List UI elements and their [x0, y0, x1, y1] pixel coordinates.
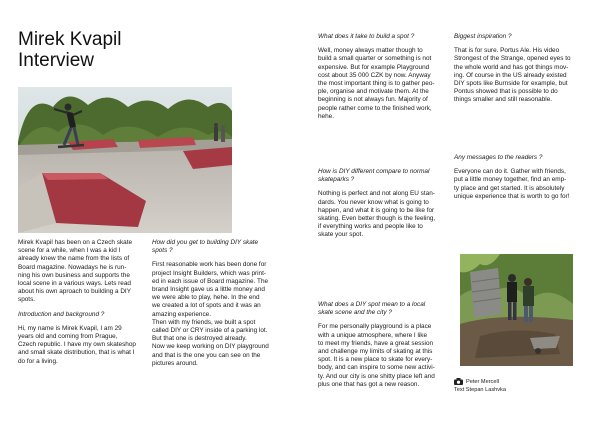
intro-text: Mirek Kvapil has been on a Czech skate scene for a while, when I was a kid I already knew the name from the lists of Board magazine. Nowadays he is run- ning his own business and supports the local scene in a various ways. Lets read about his own aproach to building a DIY spots.: [18, 239, 133, 304]
text-credit: Text Stepan Lashvka: [454, 387, 506, 393]
answer-messages: Everyone can do it. Gather with friends, put a little money together, find an emp- ty place and get started. It is absolutely unique experience that is worth to go for!: [454, 168, 570, 200]
answer-diy-meaning: For me personally playground is a place with a unique atmosphere, where I like to meet my friends, have a great session and challenge my limits of skating at this spot. It is a new place to skate for every- body, and can inspire to some new activi- ty. And our city is one shitty place left and plus one that has got a new reason.: [318, 323, 435, 388]
question-diy-difference: How is DIY different compare to normal skateparks ?: [318, 168, 430, 184]
page-title: Mirek Kvapil Interview: [18, 29, 122, 71]
answer-background: Hi, my name is Mirek Kvapil, I am 29 years old and coming from Prague, Czech republic. I have my own skateshop and small skate distribution, that is what I do for a living.: [18, 324, 136, 365]
answer-inspiration: That is for sure. Portus Ale. His video Strongest of the Strange, opened eyes to the whole world and has got things mov- ing. Of course in the US already existed DIY spots like Burnside for example, but Pontus showed that is possible to do things smaller and still reasonable.: [454, 47, 571, 104]
answer-diy-difference: Nothing is perfect and not along EU stan- dards. You never know what is going to happen, and what it is going to be like for skating. Even better though is the feeling, if everything works and people like to skate your spot.: [318, 190, 436, 239]
question-inspiration: Biggest inspiration ?: [454, 33, 512, 40]
question-building: How did you get to building DIY skate spots ?: [152, 239, 259, 255]
skatepark-photo: [18, 87, 232, 233]
camera-icon: [454, 378, 463, 385]
answer-building: First reasonable work has been done for project Insight Builders, which was print- ed in each issue of Board magazine. The brand Insight gave us a little money and we were able to play, hehe. In the end we created a lot of spots and it was an amazing experience. Then with my friends, we built a spot called DIY or CRY inside of a parking lot. But that one is destroyed already. Now we keep working on DIY playground and that is the one you can see on the pictures around.: [152, 261, 269, 367]
question-messages: Any messages to the readers ?: [454, 154, 543, 161]
question-diy-meaning: What does a DIY spot mean to a local skate scene and the city ?: [318, 301, 426, 317]
answer-what-it-takes: Well, money always matter though to build a small quarter or something is not expensive. But for example Playground cost about 35 000 CZK by now. Anyway the most important thing is to gather peo- ple, organise and motivate them. At the beginning is not always fun. Majority of people rather come to the finished work, hehe.: [318, 47, 435, 120]
question-background: Introduction and background ?: [18, 310, 105, 318]
builders-photo: [460, 254, 573, 366]
photo-credit-name: Peter Mercell: [466, 379, 499, 385]
question-what-it-takes: What does it take to build a spot ?: [318, 33, 415, 40]
photo-credit: [454, 378, 584, 386]
